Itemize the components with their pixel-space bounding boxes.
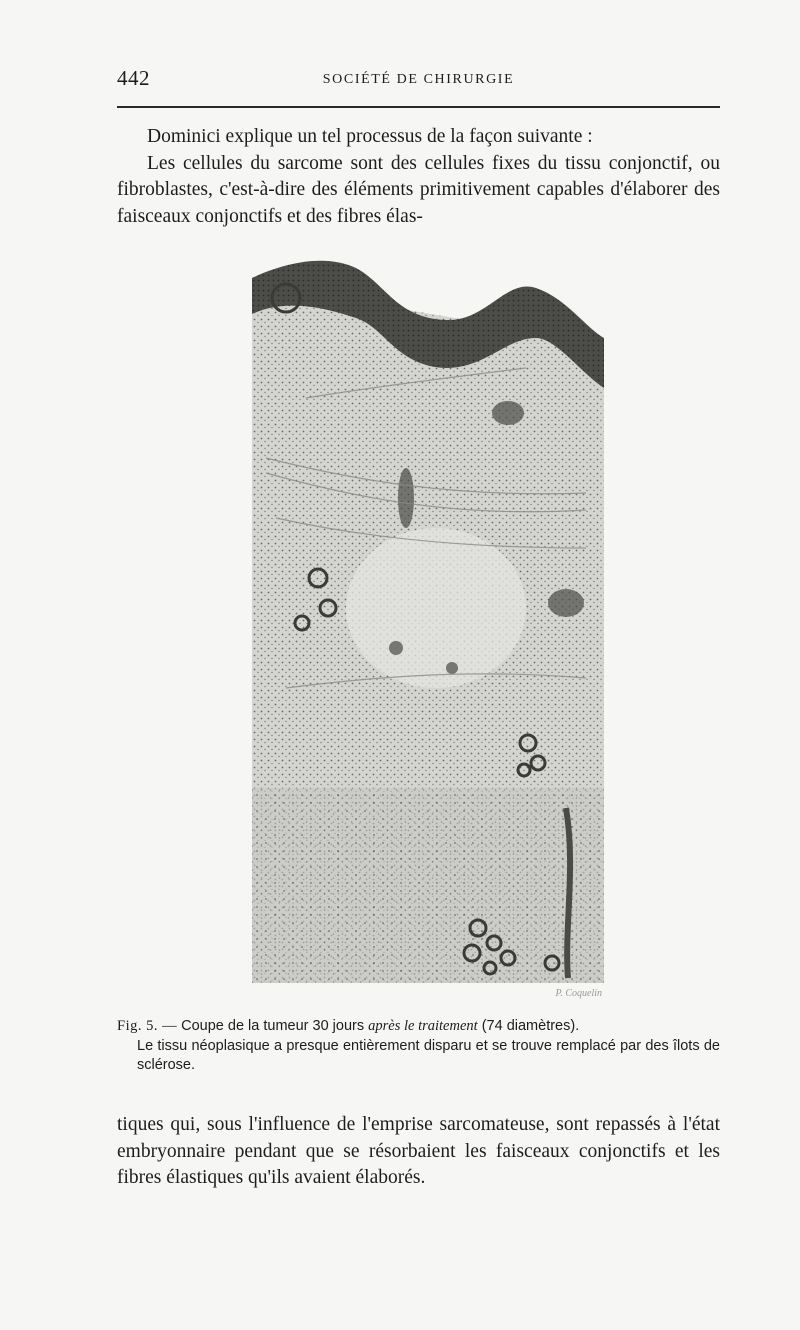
- lower-tissue: [252, 788, 604, 983]
- caption-text-1: Coupe de la tumeur 30 jours: [181, 1018, 365, 1034]
- caption-text-2: (74 diamètres).: [481, 1018, 580, 1034]
- header-rule: [117, 106, 720, 108]
- caption-italic: après le traitement: [368, 1018, 478, 1034]
- caption-line-2: Le tissu néoplasique a presque entièrement disparu et se trouve remplacé par des îlots de sclérose.: [137, 1037, 720, 1073]
- illustrator-signature: P. Coquelin: [555, 988, 602, 999]
- paragraph-continuation: tiques qui, sous l'influence de l'emprise sarcomateuse, sont repassés à l'état embryonnaire pendant que se résorbaient les faisceaux conjonctifs et les fibres élastiques qu'ils avaient élaborés.: [117, 1114, 720, 1188]
- paragraph-intro: Dominici explique un tel processus de la façon suivante :: [147, 126, 593, 147]
- hair-follicle: [566, 808, 570, 978]
- sclerosis-zone: [346, 528, 526, 688]
- caption-line-1: [117, 1017, 720, 1037]
- histology-figure: [246, 248, 610, 1000]
- page-header: [117, 66, 720, 94]
- caption-label: Fig. 5. —: [117, 1018, 178, 1034]
- figure-caption: [117, 1017, 720, 1076]
- body-text-bottom: [117, 1112, 720, 1192]
- body-text-top: [117, 124, 720, 230]
- paragraph-cells: Les cellules du sarcome sont des cellules fixes du tissu conjonctif, ou fibroblastes, c'est-à-dire des éléments primitivement capables d'élaborer des faisceaux conjonctifs et des fibres élas-: [117, 152, 720, 227]
- page-number: 442: [117, 66, 150, 90]
- running-title: SOCIÉTÉ DE CHIRURGIE: [322, 72, 515, 87]
- histology-illustration: [246, 248, 610, 1000]
